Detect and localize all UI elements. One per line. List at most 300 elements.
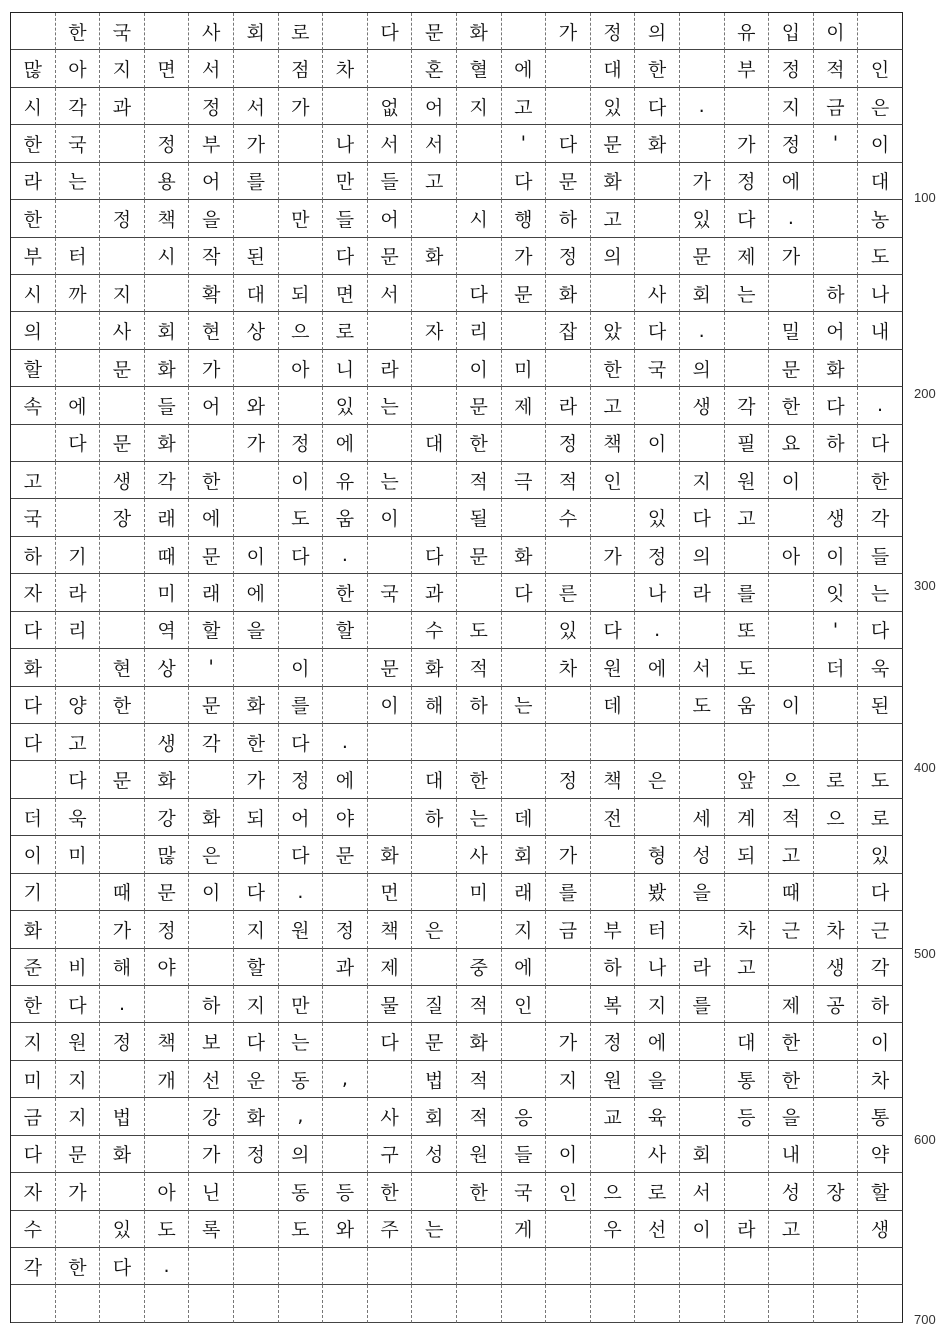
grid-cell: 로 <box>279 13 324 50</box>
grid-cell: 정 <box>591 1023 636 1060</box>
grid-cell <box>145 88 190 125</box>
grid-cell: 지 <box>11 1023 56 1060</box>
grid-cell <box>814 1098 859 1135</box>
grid-cell <box>725 312 770 349</box>
line-number-500: 500 <box>914 946 936 961</box>
grid-cell <box>725 874 770 911</box>
grid-cell: 화 <box>234 1098 279 1135</box>
grid-cell <box>546 687 591 724</box>
grid-cell: 각 <box>858 949 903 986</box>
grid-cell: 하 <box>814 425 859 462</box>
grid-cell: 각 <box>145 462 190 499</box>
grid-cell: 물 <box>368 986 413 1023</box>
grid-cell <box>100 799 145 836</box>
grid-cell <box>145 687 190 724</box>
grid-cell <box>189 911 234 948</box>
grid-cell: 를 <box>234 163 279 200</box>
grid-cell <box>725 537 770 574</box>
grid-cell: 사 <box>100 312 145 349</box>
grid-cell: 은 <box>189 836 234 873</box>
grid-cell <box>323 874 368 911</box>
grid-cell <box>11 13 56 50</box>
grid-cell: . <box>145 1248 190 1285</box>
grid-cell <box>502 425 547 462</box>
grid-cell: 가 <box>189 350 234 387</box>
grid-cell <box>546 986 591 1023</box>
grid-cell <box>368 724 413 761</box>
grid-cell: 이 <box>368 499 413 536</box>
grid-cell: 가 <box>502 238 547 275</box>
grid-cell: 화 <box>591 163 636 200</box>
grid-cell: 생 <box>814 499 859 536</box>
grid-cell <box>769 649 814 686</box>
grid-cell <box>412 462 457 499</box>
grid-cell <box>635 799 680 836</box>
grid-cell: 중 <box>457 949 502 986</box>
grid-cell: 다 <box>11 724 56 761</box>
grid-cell: 때 <box>145 537 190 574</box>
grid-cell: 시 <box>11 275 56 312</box>
grid-cell: 책 <box>368 911 413 948</box>
grid-cell: 차 <box>858 1061 903 1098</box>
grid-cell: 적 <box>457 1098 502 1135</box>
grid-cell: 어 <box>814 312 859 349</box>
grid-cell: 고 <box>502 88 547 125</box>
grid-cell <box>100 1061 145 1098</box>
grid-cell: 대 <box>725 1023 770 1060</box>
grid-cell: 법 <box>412 1061 457 1098</box>
grid-cell: 화 <box>546 275 591 312</box>
grid-cell <box>412 200 457 237</box>
grid-cell <box>725 724 770 761</box>
grid-cell: 개 <box>145 1061 190 1098</box>
grid-cell: 하 <box>457 687 502 724</box>
grid-cell: 면 <box>323 275 368 312</box>
grid-cell: 혈 <box>457 50 502 87</box>
grid-cell: 는 <box>368 387 413 424</box>
grid-cell: 있 <box>858 836 903 873</box>
grid-cell: 동 <box>279 1173 324 1210</box>
grid-cell <box>279 1248 324 1285</box>
grid-cell <box>814 238 859 275</box>
grid-cell: 정 <box>546 238 591 275</box>
grid-cell: 라 <box>680 949 725 986</box>
grid-cell: 용 <box>145 163 190 200</box>
grid-cell: 지 <box>635 986 680 1023</box>
grid-cell: 문 <box>368 238 413 275</box>
grid-cell: 고 <box>769 1211 814 1248</box>
grid-cell: 성 <box>769 1173 814 1210</box>
grid-cell <box>412 1173 457 1210</box>
grid-cell: 문 <box>412 1023 457 1060</box>
grid-cell <box>412 275 457 312</box>
grid-cell <box>814 1248 859 1285</box>
grid-cell: 들 <box>323 200 368 237</box>
grid-cell: 한 <box>457 425 502 462</box>
grid-cell: 에 <box>635 1023 680 1060</box>
grid-cell: 미 <box>56 836 101 873</box>
grid-cell <box>234 350 279 387</box>
grid-cell: 원 <box>457 1136 502 1173</box>
grid-cell: 정 <box>189 88 234 125</box>
grid-cell <box>546 1098 591 1135</box>
grid-cell: 닌 <box>189 1173 234 1210</box>
grid-cell: 대 <box>591 50 636 87</box>
grid-cell: 정 <box>234 1136 279 1173</box>
grid-cell: 이 <box>858 125 903 162</box>
grid-cell: 문 <box>591 125 636 162</box>
grid-cell <box>145 1136 190 1173</box>
grid-cell: 도 <box>858 238 903 275</box>
grid-cell <box>680 13 725 50</box>
grid-cell: 우 <box>591 1211 636 1248</box>
grid-cell <box>412 387 457 424</box>
grid-cell: 아 <box>145 1173 190 1210</box>
grid-cell: 화 <box>145 350 190 387</box>
grid-cell: 주 <box>368 1211 413 1248</box>
grid-cell <box>769 949 814 986</box>
grid-cell: 를 <box>680 986 725 1023</box>
grid-cell: 세 <box>680 799 725 836</box>
grid-cell: 는 <box>368 462 413 499</box>
grid-cell: 시 <box>11 88 56 125</box>
grid-cell: 비 <box>56 949 101 986</box>
grid-cell: 적 <box>457 462 502 499</box>
grid-cell <box>680 1285 725 1322</box>
grid-cell: 래 <box>189 574 234 611</box>
grid-cell: 화 <box>814 350 859 387</box>
grid-cell <box>546 537 591 574</box>
grid-cell: 할 <box>11 350 56 387</box>
grid-cell: 았 <box>591 312 636 349</box>
grid-cell: 서 <box>189 50 234 87</box>
grid-cell <box>546 50 591 87</box>
grid-cell: 사 <box>368 1098 413 1135</box>
grid-cell: 부 <box>189 125 234 162</box>
grid-cell: 는 <box>502 687 547 724</box>
grid-cell: 다 <box>56 986 101 1023</box>
grid-cell: 화 <box>145 425 190 462</box>
grid-cell: 한 <box>769 1023 814 1060</box>
grid-cell: 금 <box>11 1098 56 1135</box>
grid-cell: 한 <box>100 687 145 724</box>
grid-cell: 적 <box>457 986 502 1023</box>
grid-cell <box>769 574 814 611</box>
grid-cell <box>725 1248 770 1285</box>
grid-cell: 회 <box>680 1136 725 1173</box>
grid-cell <box>279 574 324 611</box>
grid-cell: 적 <box>546 462 591 499</box>
grid-cell: 자 <box>11 574 56 611</box>
grid-cell: , <box>323 1061 368 1098</box>
grid-cell: 들 <box>502 1136 547 1173</box>
grid-cell <box>279 1285 324 1322</box>
grid-cell: 각 <box>11 1248 56 1285</box>
grid-cell <box>56 350 101 387</box>
grid-cell: 화 <box>234 687 279 724</box>
grid-cell: 을 <box>189 200 234 237</box>
grid-cell <box>368 1285 413 1322</box>
grid-cell: 에 <box>189 499 234 536</box>
grid-cell: 할 <box>189 612 234 649</box>
grid-cell: 지 <box>56 1098 101 1135</box>
grid-cell: 정 <box>635 537 680 574</box>
grid-cell: 다 <box>279 537 324 574</box>
grid-cell <box>368 612 413 649</box>
grid-cell: 강 <box>145 799 190 836</box>
grid-cell <box>100 537 145 574</box>
grid-cell: 화 <box>412 238 457 275</box>
grid-cell: 대 <box>234 275 279 312</box>
grid-cell: 금 <box>546 911 591 948</box>
grid-cell: 잇 <box>814 574 859 611</box>
grid-cell: 이 <box>769 687 814 724</box>
grid-cell: 되 <box>725 836 770 873</box>
grid-cell: 의 <box>635 13 680 50</box>
grid-cell <box>502 724 547 761</box>
grid-cell: 지 <box>546 1061 591 1098</box>
grid-cell: 정 <box>725 163 770 200</box>
grid-cell: 현 <box>100 649 145 686</box>
grid-cell <box>100 574 145 611</box>
grid-cell <box>502 1023 547 1060</box>
grid-cell <box>145 1285 190 1322</box>
grid-cell <box>546 1285 591 1322</box>
grid-cell <box>814 462 859 499</box>
grid-cell <box>279 949 324 986</box>
grid-cell <box>502 1285 547 1322</box>
grid-cell: 자 <box>11 1173 56 1210</box>
grid-cell <box>546 88 591 125</box>
grid-cell: 움 <box>323 499 368 536</box>
grid-cell: 각 <box>56 88 101 125</box>
grid-cell <box>368 312 413 349</box>
grid-cell <box>323 13 368 50</box>
grid-cell: 가 <box>769 238 814 275</box>
grid-cell: 이 <box>769 462 814 499</box>
grid-cell <box>725 986 770 1023</box>
grid-cell <box>234 200 279 237</box>
grid-cell: 에 <box>502 949 547 986</box>
grid-cell: 한 <box>56 1248 101 1285</box>
grid-cell: 각 <box>189 724 234 761</box>
grid-cell: 있 <box>323 387 368 424</box>
grid-cell: 행 <box>502 200 547 237</box>
grid-cell <box>323 1136 368 1173</box>
grid-cell: 정 <box>100 200 145 237</box>
grid-cell: 화 <box>145 761 190 798</box>
grid-cell: 된 <box>858 687 903 724</box>
grid-cell: 통 <box>858 1098 903 1135</box>
grid-cell: 다 <box>814 387 859 424</box>
grid-cell: 고 <box>725 949 770 986</box>
grid-cell: 다 <box>100 1248 145 1285</box>
grid-cell: 성 <box>412 1136 457 1173</box>
grid-cell: 이 <box>234 537 279 574</box>
grid-cell: 책 <box>591 761 636 798</box>
grid-cell: 국 <box>635 350 680 387</box>
grid-cell <box>635 1285 680 1322</box>
grid-cell: 으 <box>279 312 324 349</box>
grid-cell: . <box>769 200 814 237</box>
grid-cell: 이 <box>279 462 324 499</box>
grid-cell: 생 <box>145 724 190 761</box>
grid-cell: 는 <box>56 163 101 200</box>
grid-cell: , <box>279 1098 324 1135</box>
grid-cell: 양 <box>56 687 101 724</box>
grid-cell <box>412 724 457 761</box>
grid-cell <box>56 649 101 686</box>
grid-cell <box>100 387 145 424</box>
grid-cell <box>368 425 413 462</box>
grid-cell: 할 <box>234 949 279 986</box>
grid-cell <box>189 949 234 986</box>
grid-cell: 는 <box>858 574 903 611</box>
grid-cell: 하 <box>546 200 591 237</box>
grid-cell: 하 <box>189 986 234 1023</box>
grid-cell: 수 <box>546 499 591 536</box>
line-number-600: 600 <box>914 1132 936 1147</box>
grid-cell: 리 <box>56 612 101 649</box>
grid-cell: 전 <box>591 799 636 836</box>
grid-cell: 원 <box>279 911 324 948</box>
grid-cell <box>591 724 636 761</box>
grid-cell: 고 <box>591 387 636 424</box>
grid-cell <box>546 350 591 387</box>
grid-cell: 하 <box>11 537 56 574</box>
grid-cell <box>323 1285 368 1322</box>
grid-cell: 라 <box>56 574 101 611</box>
grid-cell: 대 <box>412 425 457 462</box>
grid-cell <box>635 724 680 761</box>
grid-cell: 만 <box>279 986 324 1023</box>
grid-cell: 현 <box>189 312 234 349</box>
grid-cell: 있 <box>546 612 591 649</box>
grid-cell <box>814 1023 859 1060</box>
grid-cell: 적 <box>457 649 502 686</box>
grid-cell: 있 <box>680 200 725 237</box>
grid-cell: 많 <box>145 836 190 873</box>
grid-cell: 법 <box>100 1098 145 1135</box>
grid-cell <box>725 1285 770 1322</box>
grid-cell: 미 <box>145 574 190 611</box>
grid-cell: 은 <box>412 911 457 948</box>
grid-cell: 면 <box>145 50 190 87</box>
grid-cell: 회 <box>145 312 190 349</box>
grid-cell: 정 <box>100 1023 145 1060</box>
grid-cell: 농 <box>858 200 903 237</box>
grid-cell: 어 <box>368 200 413 237</box>
grid-cell <box>635 462 680 499</box>
grid-cell: 다 <box>368 13 413 50</box>
grid-cell: 적 <box>457 1061 502 1098</box>
grid-cell: 있 <box>100 1211 145 1248</box>
grid-cell <box>56 312 101 349</box>
grid-cell <box>100 125 145 162</box>
grid-cell: 라 <box>546 387 591 424</box>
grid-cell: 의 <box>680 537 725 574</box>
grid-cell: 이 <box>635 425 680 462</box>
grid-cell <box>234 462 279 499</box>
grid-cell: 으 <box>769 761 814 798</box>
grid-cell: 있 <box>591 88 636 125</box>
grid-cell: 야 <box>323 799 368 836</box>
grid-cell: 한 <box>635 50 680 87</box>
grid-cell: 문 <box>680 238 725 275</box>
grid-cell: 터 <box>635 911 680 948</box>
grid-cell: 적 <box>814 50 859 87</box>
grid-cell: 화 <box>635 125 680 162</box>
grid-cell: 를 <box>546 874 591 911</box>
grid-cell: 질 <box>412 986 457 1023</box>
grid-cell: 서 <box>234 88 279 125</box>
grid-cell <box>635 163 680 200</box>
grid-cell <box>323 687 368 724</box>
grid-cell: 움 <box>725 687 770 724</box>
grid-cell: 가 <box>591 537 636 574</box>
grid-cell: 한 <box>11 125 56 162</box>
grid-cell: 정 <box>769 50 814 87</box>
grid-cell: 정 <box>546 761 591 798</box>
grid-cell <box>323 649 368 686</box>
grid-cell: 화 <box>11 911 56 948</box>
grid-cell: 만 <box>323 163 368 200</box>
grid-cell <box>591 1248 636 1285</box>
grid-cell: 하 <box>858 986 903 1023</box>
grid-cell <box>680 612 725 649</box>
grid-cell: 유 <box>323 462 368 499</box>
grid-cell <box>635 200 680 237</box>
grid-cell <box>591 1285 636 1322</box>
grid-cell: 되 <box>234 799 279 836</box>
grid-cell: 들 <box>858 537 903 574</box>
grid-cell: 의 <box>11 312 56 349</box>
grid-cell: 가 <box>680 163 725 200</box>
grid-cell <box>11 761 56 798</box>
grid-cell: 문 <box>502 275 547 312</box>
grid-cell: 들 <box>145 387 190 424</box>
grid-cell: 욱 <box>858 649 903 686</box>
grid-cell: 다 <box>56 761 101 798</box>
grid-cell: 유 <box>725 13 770 50</box>
grid-cell: 금 <box>814 88 859 125</box>
grid-cell: ' <box>814 125 859 162</box>
grid-cell <box>145 1098 190 1135</box>
grid-cell <box>502 312 547 349</box>
grid-cell <box>100 724 145 761</box>
grid-cell: 약 <box>858 1136 903 1173</box>
grid-cell: 도 <box>279 499 324 536</box>
grid-cell <box>457 574 502 611</box>
grid-cell: 지 <box>100 50 145 87</box>
grid-cell: 생 <box>814 949 859 986</box>
grid-cell <box>412 836 457 873</box>
grid-cell: 내 <box>858 312 903 349</box>
grid-cell <box>412 350 457 387</box>
grid-cell: 지 <box>234 986 279 1023</box>
grid-cell: 한 <box>234 724 279 761</box>
grid-cell: 인 <box>858 50 903 87</box>
grid-cell: 한 <box>769 387 814 424</box>
grid-cell: 하 <box>814 275 859 312</box>
grid-cell: 한 <box>56 13 101 50</box>
grid-cell <box>56 911 101 948</box>
grid-cell <box>412 874 457 911</box>
grid-cell: 대 <box>412 761 457 798</box>
grid-cell: 아 <box>56 50 101 87</box>
grid-cell: 다 <box>858 612 903 649</box>
grid-cell <box>368 761 413 798</box>
